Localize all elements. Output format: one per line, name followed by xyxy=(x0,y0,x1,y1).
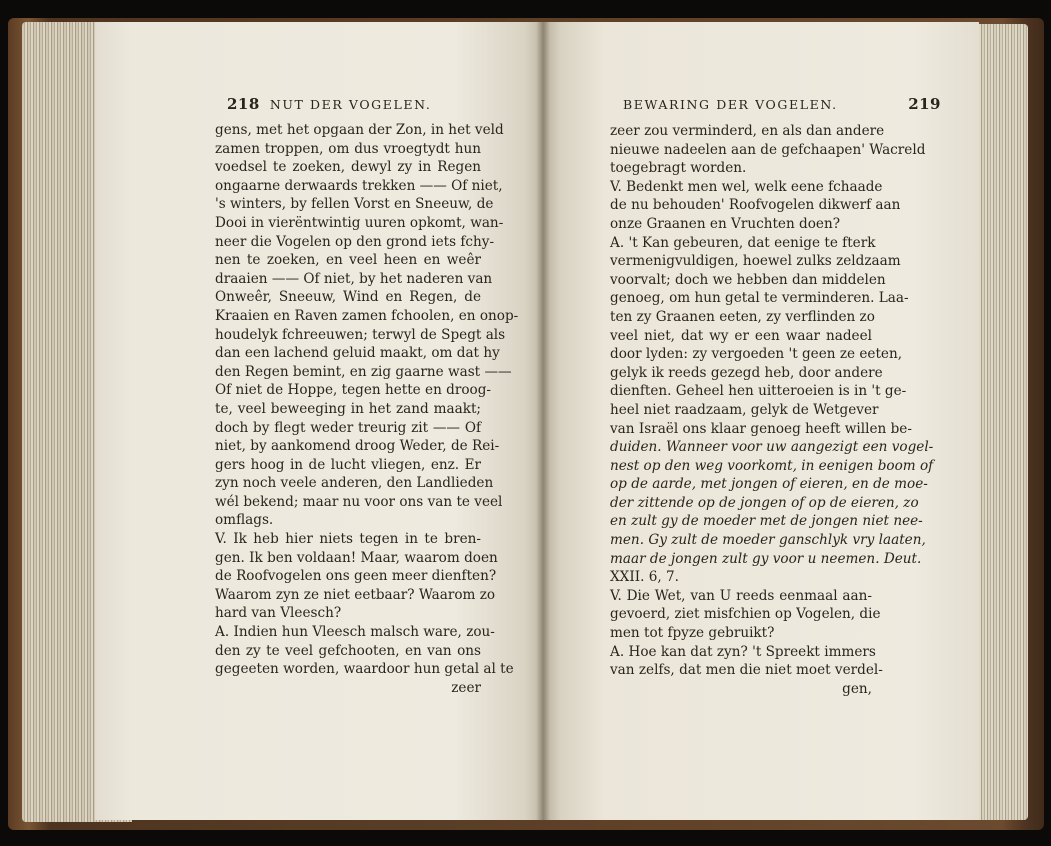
text-line: voedsel te zoeken, dewyl zy in Regen xyxy=(215,159,481,176)
text-line: gelyk ik reeds gezegd heb, door andere xyxy=(610,364,883,381)
text-line: Of niet de Hoppe, tegen hette en droog- xyxy=(215,382,492,399)
text-line: V. Bedenkt men wel, welk eene fchaade xyxy=(610,178,883,195)
text-line: de Roofvogelen ons geen meer dienften? xyxy=(215,568,497,585)
text-line: de nu behouden' Roofvogelen dikwerf aan xyxy=(610,197,901,214)
text-line: zeer xyxy=(451,679,481,696)
text-line: V. Ik heb hier niets tegen in te bren- xyxy=(215,531,481,548)
right-running-title: BEWARING DER VOGELEN. xyxy=(623,97,838,112)
text-line: zamen troppen, om dus vroegtydt hun xyxy=(215,140,481,157)
text-line: genoeg, om hun getal te verminderen. Laa- xyxy=(610,290,909,307)
text-line: XXII. 6, 7. xyxy=(610,569,679,586)
text-line: door lyden: zy vergoeden 't geen ze eeten, xyxy=(610,346,903,363)
text-line: veel niet, dat wy er een waar nadeel xyxy=(610,327,872,344)
left-running-title: NUT DER VOGELEN. xyxy=(269,97,432,112)
text-line: Onweêr, Sneeuw, Wind en Regen, de xyxy=(215,289,481,306)
text-line: en zult gy de moeder met de jongen niet nee- xyxy=(610,513,923,530)
text-line: men tot fpyze gebruikt? xyxy=(610,625,775,642)
text-line: dan een lachend geluid maakt, om dat hy xyxy=(215,345,500,362)
text-line: onze Graanen en Vruchten doen? xyxy=(610,215,841,232)
text-line: van Israël ons klaar genoeg heeft willen be- xyxy=(610,420,912,437)
left-running-head xyxy=(227,95,547,117)
text-line: draaien —— Of niet, by het naderen van xyxy=(215,270,493,287)
text-line: maar de jongen zult gy voor u neemen. Deut. xyxy=(610,550,922,567)
text-line: der zittende op de jongen of op de eieren, zo xyxy=(610,494,919,511)
left-page xyxy=(95,22,543,820)
text-line: Dooi in vierëntwintig uuren opkomt, wan- xyxy=(215,214,504,231)
text-line: hard van Vleesch? xyxy=(215,605,342,622)
text-line: duiden. Wanneer voor uw aangezigt een vogel- xyxy=(610,439,934,456)
text-line: toegebragt worden. xyxy=(610,160,747,177)
text-line: doch by flegt weder treurig zit —— Of xyxy=(215,419,481,436)
text-line: dienften. Geheel hen uitteroeien is in 't ge- xyxy=(610,383,907,400)
text-line: nest op den weg voorkomt, in eenigen boom of xyxy=(610,457,934,474)
text-line: 's winters, by fellen Vorst en Sneeuw, de xyxy=(215,196,494,213)
text-line: voorvalt; doch we hebben dan middelen xyxy=(610,271,886,288)
text-line: gevoerd, ziet misfchien op Vogelen, die xyxy=(610,606,881,623)
text-line: gen. Ik ben voldaan! Maar, waarom doen xyxy=(215,549,498,566)
text-line: V. Die Wet, van U reeds eenmaal aan- xyxy=(610,587,872,604)
right-page-text xyxy=(610,122,934,698)
text-line: houdelyk fchreeuwen; terwyl de Spegt als xyxy=(215,326,506,343)
text-line: niet, by aankomend droog Weder, de Rei- xyxy=(215,438,500,455)
left-page-number: 218 xyxy=(227,95,260,113)
text-line: gegeeten worden, waardoor hun getal al te xyxy=(215,661,514,678)
text-line: ongaarne derwaards trekken —— Of niet, xyxy=(215,177,503,194)
text-line: A. 't Kan gebeuren, dat eenige te fterk xyxy=(610,234,876,251)
text-line: nieuwe nadeelen aan de gefchaapen' Wacreld xyxy=(610,141,926,158)
text-line: op de aarde, met jongen of eieren, en de moe- xyxy=(610,476,928,493)
right-page-number: 219 xyxy=(908,95,941,113)
text-line: te, veel beweeging in het zand maakt; xyxy=(215,400,481,417)
text-line: nen te zoeken, en veel heen en weêr xyxy=(215,252,481,269)
text-line: zyn noch veele anderen, den Landlieden xyxy=(215,475,494,492)
text-line: Waarom zyn ze niet eetbaar? Waarom zo xyxy=(215,586,496,603)
text-line: ten zy Graanen eeten, zy verflinden zo xyxy=(610,308,875,325)
text-line: men. Gy zult de moeder ganschlyk vry laaten, xyxy=(610,532,926,549)
text-line: van zelfs, dat men die niet moet verdel- xyxy=(610,662,883,679)
text-line: omflags. xyxy=(215,512,274,529)
right-running-head xyxy=(623,95,941,117)
book-gutter xyxy=(536,22,550,820)
text-line: A. Hoe kan dat zyn? 't Spreekt immers xyxy=(610,643,876,660)
text-line: den zy te veel gefchooten, en van ons xyxy=(215,642,481,659)
right-page xyxy=(543,22,979,820)
text-line: vermenigvuldigen, hoewel zulks zeldzaam xyxy=(610,253,901,270)
text-line: neer die Vogelen op den grond iets fchy- xyxy=(215,233,495,250)
text-line: gers hoog in de lucht vliegen, enz. Er xyxy=(215,456,481,473)
text-line: heel niet raadzaam, gelyk de Wetgever xyxy=(610,401,879,418)
left-page-text xyxy=(215,121,519,697)
text-line: zeer zou verminderd, en als dan andere xyxy=(610,123,885,139)
text-line: gen, xyxy=(842,680,872,697)
text-line: gens, met het opgaan der Zon, in het veld xyxy=(215,122,504,138)
text-line: A. Indien hun Vleesch malsch ware, zou- xyxy=(215,624,495,641)
text-line: wél bekend; maar nu voor ons van te veel xyxy=(215,493,503,510)
page-edges-right xyxy=(976,24,1028,820)
text-line: den Regen bemint, en zig gaarne wast —— xyxy=(215,363,512,380)
text-line: Kraaien en Raven zamen fchoolen, en onop- xyxy=(215,307,519,324)
